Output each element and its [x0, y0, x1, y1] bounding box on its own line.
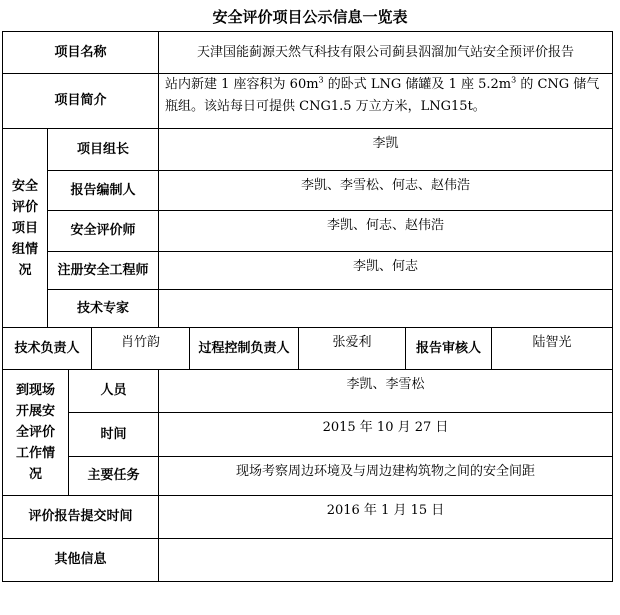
report-author-value: 李凯、李雪松、何志、赵伟浩	[300, 178, 470, 193]
project-intro-text-b: 的卧式 LNG 储罐及 1 座 5.2m	[323, 77, 512, 92]
team-group-label-line: 评价	[11, 199, 38, 215]
project-name-label: 项目名称	[54, 44, 107, 60]
safety-assessor-value: 李凯、何志、赵伟浩	[326, 218, 444, 233]
site-task-label: 主要任务	[87, 468, 140, 483]
process-control-value: 张爱利	[332, 335, 372, 350]
report-reviewer-value: 陆智光	[532, 335, 572, 350]
project-intro-text-c: 的 CNG 储气瓶组。该站每日可提供 CNG1.5 万立方米，LNG15t。	[165, 77, 600, 114]
tech-expert-label: 技术专家	[76, 300, 129, 316]
table-border	[2, 581, 613, 582]
other-info-label: 其他信息	[54, 552, 107, 567]
submit-time-value: 2016 年 1 月 15 日	[326, 503, 445, 518]
site-group-label-line: 工作情	[15, 446, 55, 461]
site-group-label-line: 开展安	[15, 404, 55, 419]
other-info-value	[159, 539, 612, 581]
team-group-label	[3, 129, 47, 327]
site-group-label-line: 况	[28, 467, 42, 482]
site-personnel-value: 李凯、李雪松	[346, 377, 425, 392]
team-group-label-line: 况	[18, 262, 32, 278]
project-intro-text	[159, 74, 612, 128]
site-personnel-label: 人员	[100, 383, 127, 398]
superscript-cubic-b: 3	[511, 75, 517, 85]
site-task-value: 现场考察周边环境及与周边建构筑物之间的安全间距	[235, 464, 535, 479]
site-group-label-line: 到现场	[15, 383, 55, 398]
team-leader-label: 项目组长	[76, 141, 129, 157]
report-author-label: 报告编制人	[70, 182, 136, 198]
table-border	[612, 31, 613, 582]
registered-engineer-label: 注册安全工程师	[57, 262, 149, 278]
report-reviewer-label: 报告审核人	[415, 340, 481, 356]
team-group-label-line: 安全	[11, 178, 38, 194]
tech-lead-label: 技术负责人	[14, 340, 80, 356]
project-intro-text-a: 站内新建 1 座容积为 60m	[165, 77, 319, 92]
team-group-label-line: 项目	[11, 220, 38, 236]
page-title: 安全评价项目公示信息一览表	[212, 8, 408, 26]
tech-expert-value	[159, 290, 612, 327]
team-group-label-line: 组情	[11, 241, 38, 257]
tech-lead-value: 肖竹韵	[120, 335, 160, 350]
site-time-value: 2015 年 10 月 27 日	[322, 420, 449, 435]
site-group-label	[3, 370, 68, 495]
site-group-label-line: 全评价	[15, 425, 55, 440]
registered-engineer-value: 李凯、何志	[352, 259, 418, 274]
site-time-label: 时间	[100, 426, 127, 442]
submit-time-label: 评价报告提交时间	[28, 509, 133, 524]
team-leader-value: 李凯	[372, 136, 399, 151]
superscript-cubic-a: 3	[318, 75, 324, 85]
process-control-label: 过程控制负责人	[198, 340, 290, 356]
safety-assessor-label: 安全评价师	[70, 223, 136, 238]
project-name-value: 天津国能蓟源天然气科技有限公司蓟县泅溜加气站安全预评价报告	[196, 44, 574, 60]
project-intro-label: 项目简介	[54, 93, 107, 108]
